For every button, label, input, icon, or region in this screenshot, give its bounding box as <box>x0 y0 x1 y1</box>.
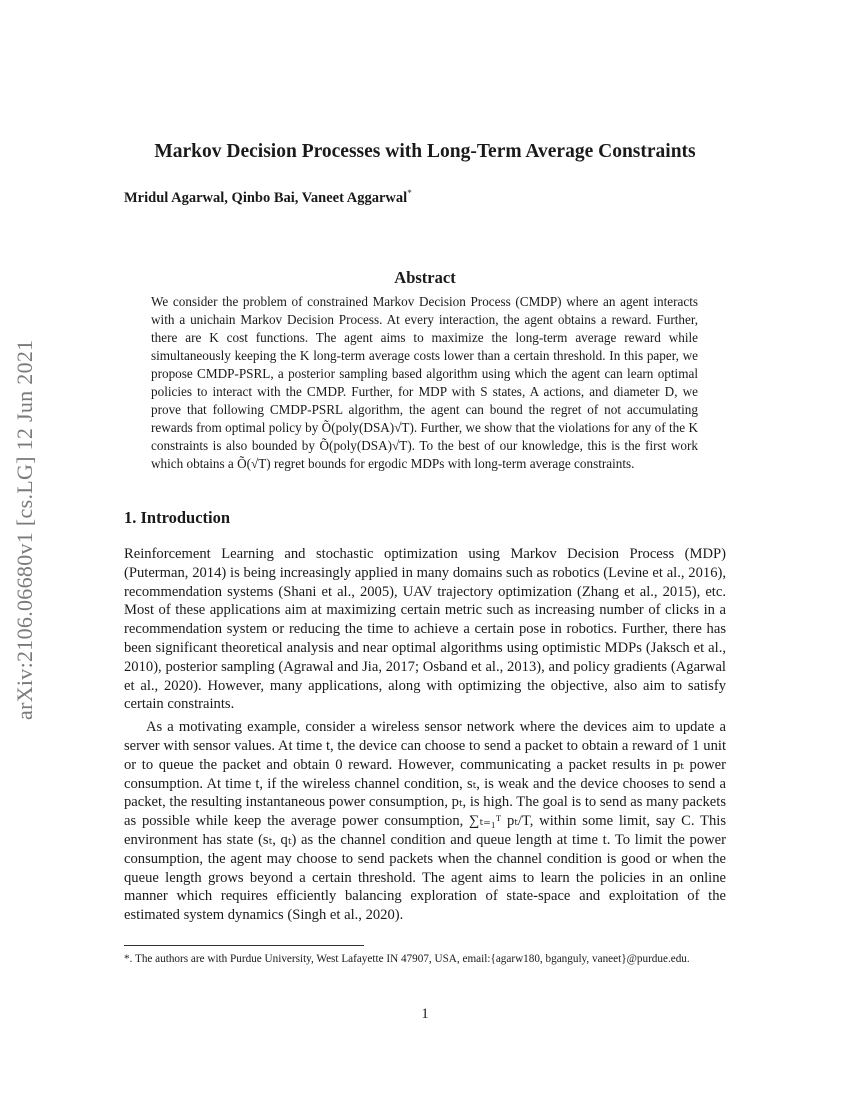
footnote: *. The authors are with Purdue University, West Lafayette IN 47907, USA, email:{agarw180, bganguly, vaneet}@purdue.edu. <box>124 953 690 965</box>
intro-paragraph-2: As a motivating example, consider a wireless sensor network where the devices aim to update a server with sensor values. At time t, the device can choose to send a packet to obtain a reward of 1 unit or to queue the packet and obtain 0 reward. However, communicating a packet results in pₜ power consumption. At time t, if the wireless channel condition, sₜ, is weak and the device chooses to send a packet, the resulting instantaneous power consumption, pₜ, is high. The goal is to send as many packets as possible while keep the average power consumption, ∑ₜ₌₁ᵀ pₜ/T, within some limit, say C. This environment has state (sₜ, qₜ) as the channel condition and queue length at time t. To limit the power consumption, the agent may choose to send packets when the channel condition is good or when the queue length grows beyond a certain threshold. The agent aims to learn the policies in an online manner which requires efficiently balancing exploration of state-space and exploitation of the estimated system dynamics (Singh et al., 2020). <box>124 719 726 924</box>
abstract-heading: Abstract <box>394 268 456 287</box>
author-names: Mridul Agarwal, Qinbo Bai, Vaneet Aggarwal <box>124 189 408 206</box>
abstract-text: We consider the problem of constrained Markov Decision Process (CMDP) where an agent interacts with a unichain Markov Decision Process. At every interaction, the agent obtains a reward. Further, there are K cost functions. The agent aims to maximize the long-term average reward while simultaneously keeping the K long-term average costs lower than a certain threshold. In this paper, we propose CMDP-PSRL, a posterior sampling based algorithm using which the agent can learn optimal policies to interact with the CMDP. Further, for MDP with S states, A actions, and diameter D, we prove that following CMDP-PSRL algorithm, the agent can bound the regret of not accumulating rewards from optimal policy by Õ(poly(DSA)√T). Further, we show that the violations for any of the K constraints is also bounded by Õ(poly(DSA)√T). To the best of our knowledge, this is the first work which obtains a Õ(√T) regret bounds for ergodic MDPs with long-term average constraints. <box>151 294 698 471</box>
arxiv-identifier: arXiv:2106.06680v1 [cs.LG] 12 Jun 2021 <box>12 339 37 720</box>
intro-paragraph-1: Reinforcement Learning and stochastic optimization using Markov Decision Process (MDP) (Puterman, 2014) is being increasingly applied in many domains such as robotics (Levine et al., 2016), recommendation systems (Shani et al., 2005), UAV trajectory optimization (Zhang et al., 2015), etc. Most of these applications aim at maximizing certain metric such as increasing number of clicks in a recommendation system or reducing the time to achieve a certain pose in robotics. Further, there has been significant theoretical analysis and near optimal algorithms using optimistic MDPs (Jaksch et al., 2010), posterior sampling (Agrawal and Jia, 2017; Osband et al., 2013), and policy gradients (Agarwal et al., 2020). However, many applications, along with optimizing the objective, also aim to satisfy certain constraints. <box>124 546 726 713</box>
section-heading-introduction: 1. Introduction <box>124 508 231 527</box>
introduction-body <box>124 545 726 925</box>
author-list <box>124 188 412 207</box>
paper-title: Markov Decision Processes with Long-Term Average Constraints <box>154 141 696 162</box>
author-footnote-mark: * <box>407 188 412 198</box>
page-number: 1 <box>421 1006 429 1022</box>
footnote-rule <box>124 945 364 946</box>
